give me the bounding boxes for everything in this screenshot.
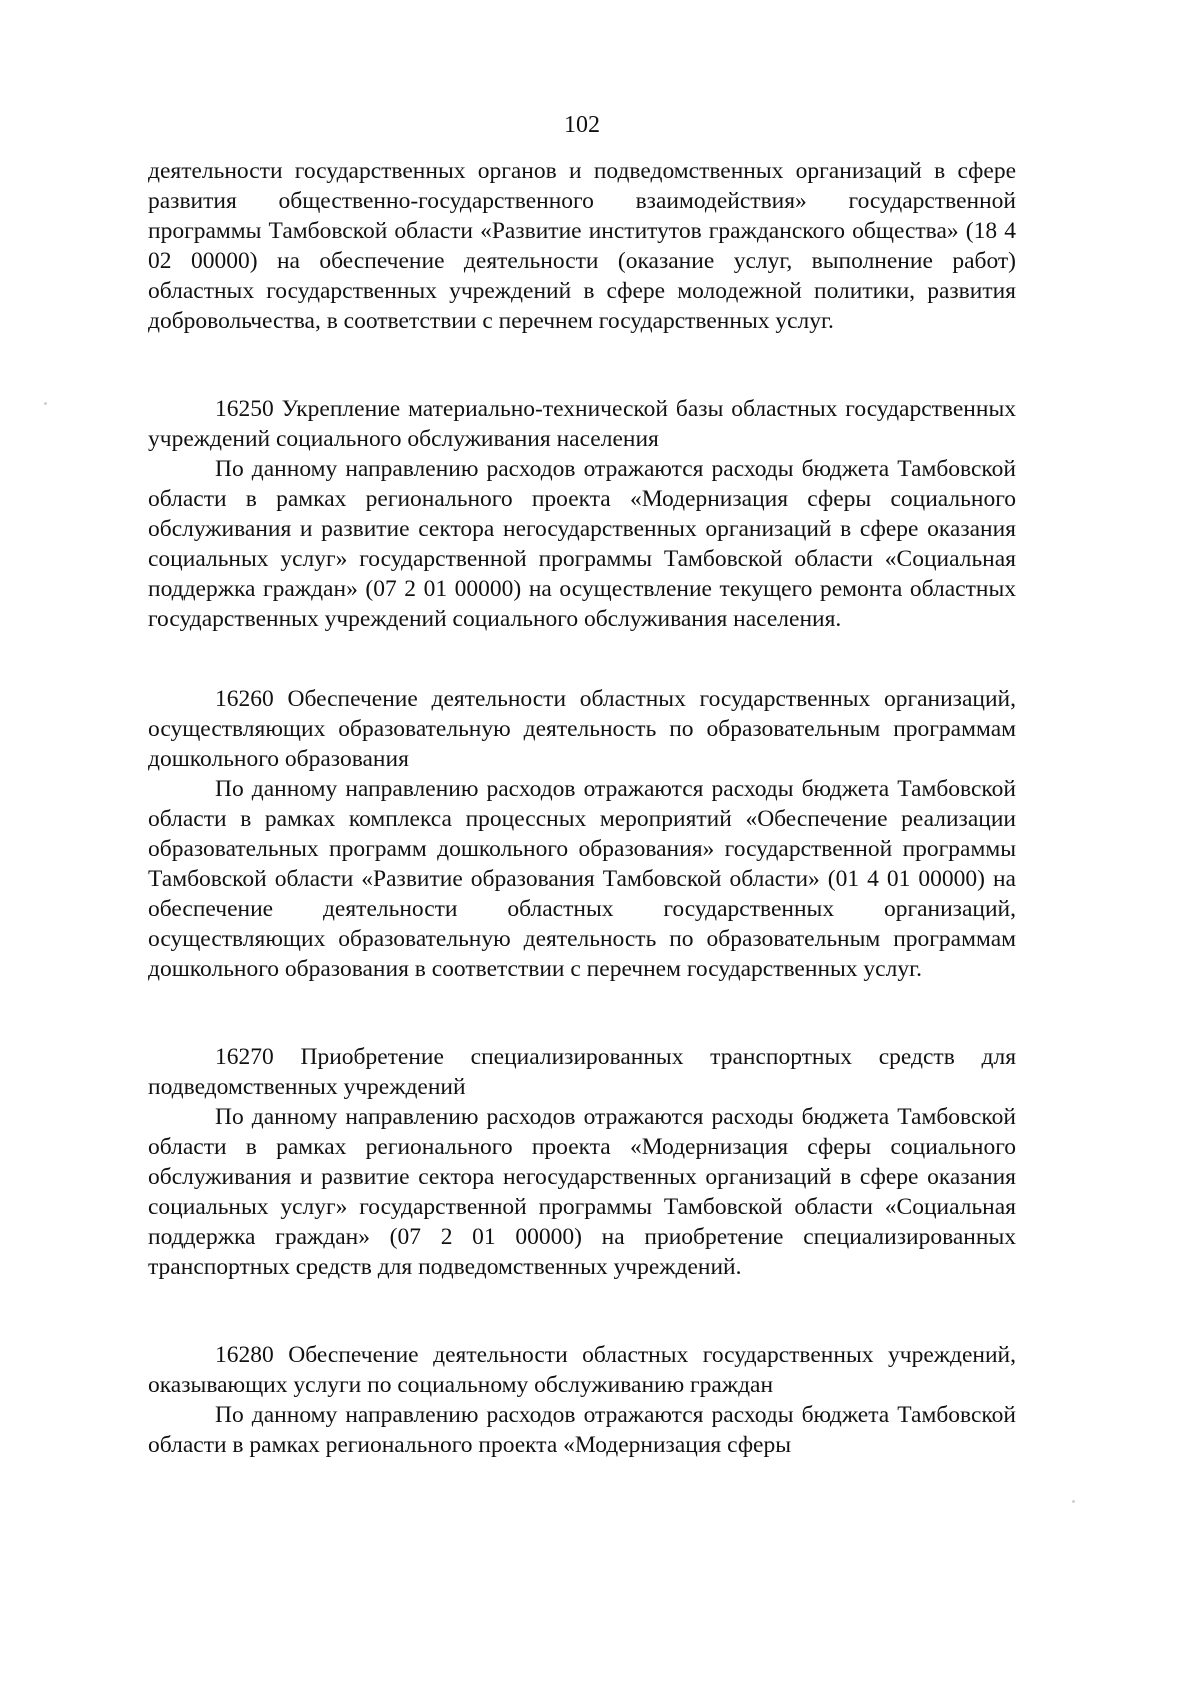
continuation-paragraph: [148, 156, 1016, 336]
section-heading: [148, 394, 1016, 454]
section-body: По данному направлению расходов отражаются расходы бюджета Тамбовской области в рамках регионального проекта «Модернизация сферы социального обслуживания и развитие сектора негосударственных организаций в сфере оказания социальных услуг» государственной программы Тамбовской области «Социальная поддержка граждан» (07 2 01 00000) на приобретение специализированных транспортных средств для подведомственных учреждений.: [148, 1104, 1016, 1280]
section-title: Обеспечение деятельности областных государственных организаций, осуществляющих образовательную деятельность по образовательным программам дошкольного образования: [148, 686, 1016, 772]
section-code: 16260: [215, 686, 274, 712]
section-body: По данному направлению расходов отражаются расходы бюджета Тамбовской области в рамках комплекса процессных мероприятий «Обеспечение реализации образовательных программ дошкольного образования» государственной программы Тамбовской области «Развитие образования Тамбовской области» (01 4 01 00000) на обеспечение деятельности областных государственных организаций, осуществляющих образовательную деятельность по образовательным программам дошкольного образования в соответствии с перечнем государственных услуг.: [148, 776, 1016, 982]
section-title: Укрепление материально-технической базы областных государственных учреждений социального обслуживания населения: [148, 396, 1016, 452]
scan-speck: [1072, 1500, 1075, 1503]
section-title: Обеспечение деятельности областных государственных учреждений, оказывающих услуги по социальному обслуживанию граждан: [148, 1342, 1016, 1398]
section-heading: [148, 1042, 1016, 1102]
section-body: По данному направлению расходов отражаются расходы бюджета Тамбовской области в рамках регионального проекта «Модернизация сферы социального обслуживания и развитие сектора негосударственных организаций в сфере оказания социальных услуг» государственной программы Тамбовской области «Социальная поддержка граждан» (07 2 01 00000) на осуществление текущего ремонта областных государственных учреждений социального обслуживания населения.: [148, 456, 1016, 632]
section-16270: [148, 1042, 1016, 1282]
continuation-text: деятельности государственных органов и подведомственных организаций в сфере развития общественно-государственного взаимодействия» государственной программы Тамбовской области «Развитие институтов гражданского общества» (18 4 02 00000) на обеспечение деятельности (оказание услуг, выполнение работ) областных государственных учреждений в сфере молодежной политики, развития добровольчества, в соответствии с перечнем государственных услуг.: [148, 158, 1016, 334]
section-heading: [148, 1340, 1016, 1400]
section-16250: [148, 394, 1016, 634]
page-number: 102: [564, 112, 600, 138]
section-16280: [148, 1340, 1016, 1460]
section-title: Приобретение специализированных транспортных средств для подведомственных учреждений: [148, 1044, 1016, 1100]
section-body: По данному направлению расходов отражаются расходы бюджета Тамбовской области в рамках регионального проекта «Модернизация сферы: [148, 1402, 1016, 1458]
section-code: 16280: [215, 1342, 274, 1368]
scan-speck: [44, 402, 47, 405]
section-code: 16250: [215, 396, 274, 422]
section-16260: [148, 684, 1016, 984]
section-heading: [148, 684, 1016, 774]
section-code: 16270: [215, 1044, 274, 1070]
